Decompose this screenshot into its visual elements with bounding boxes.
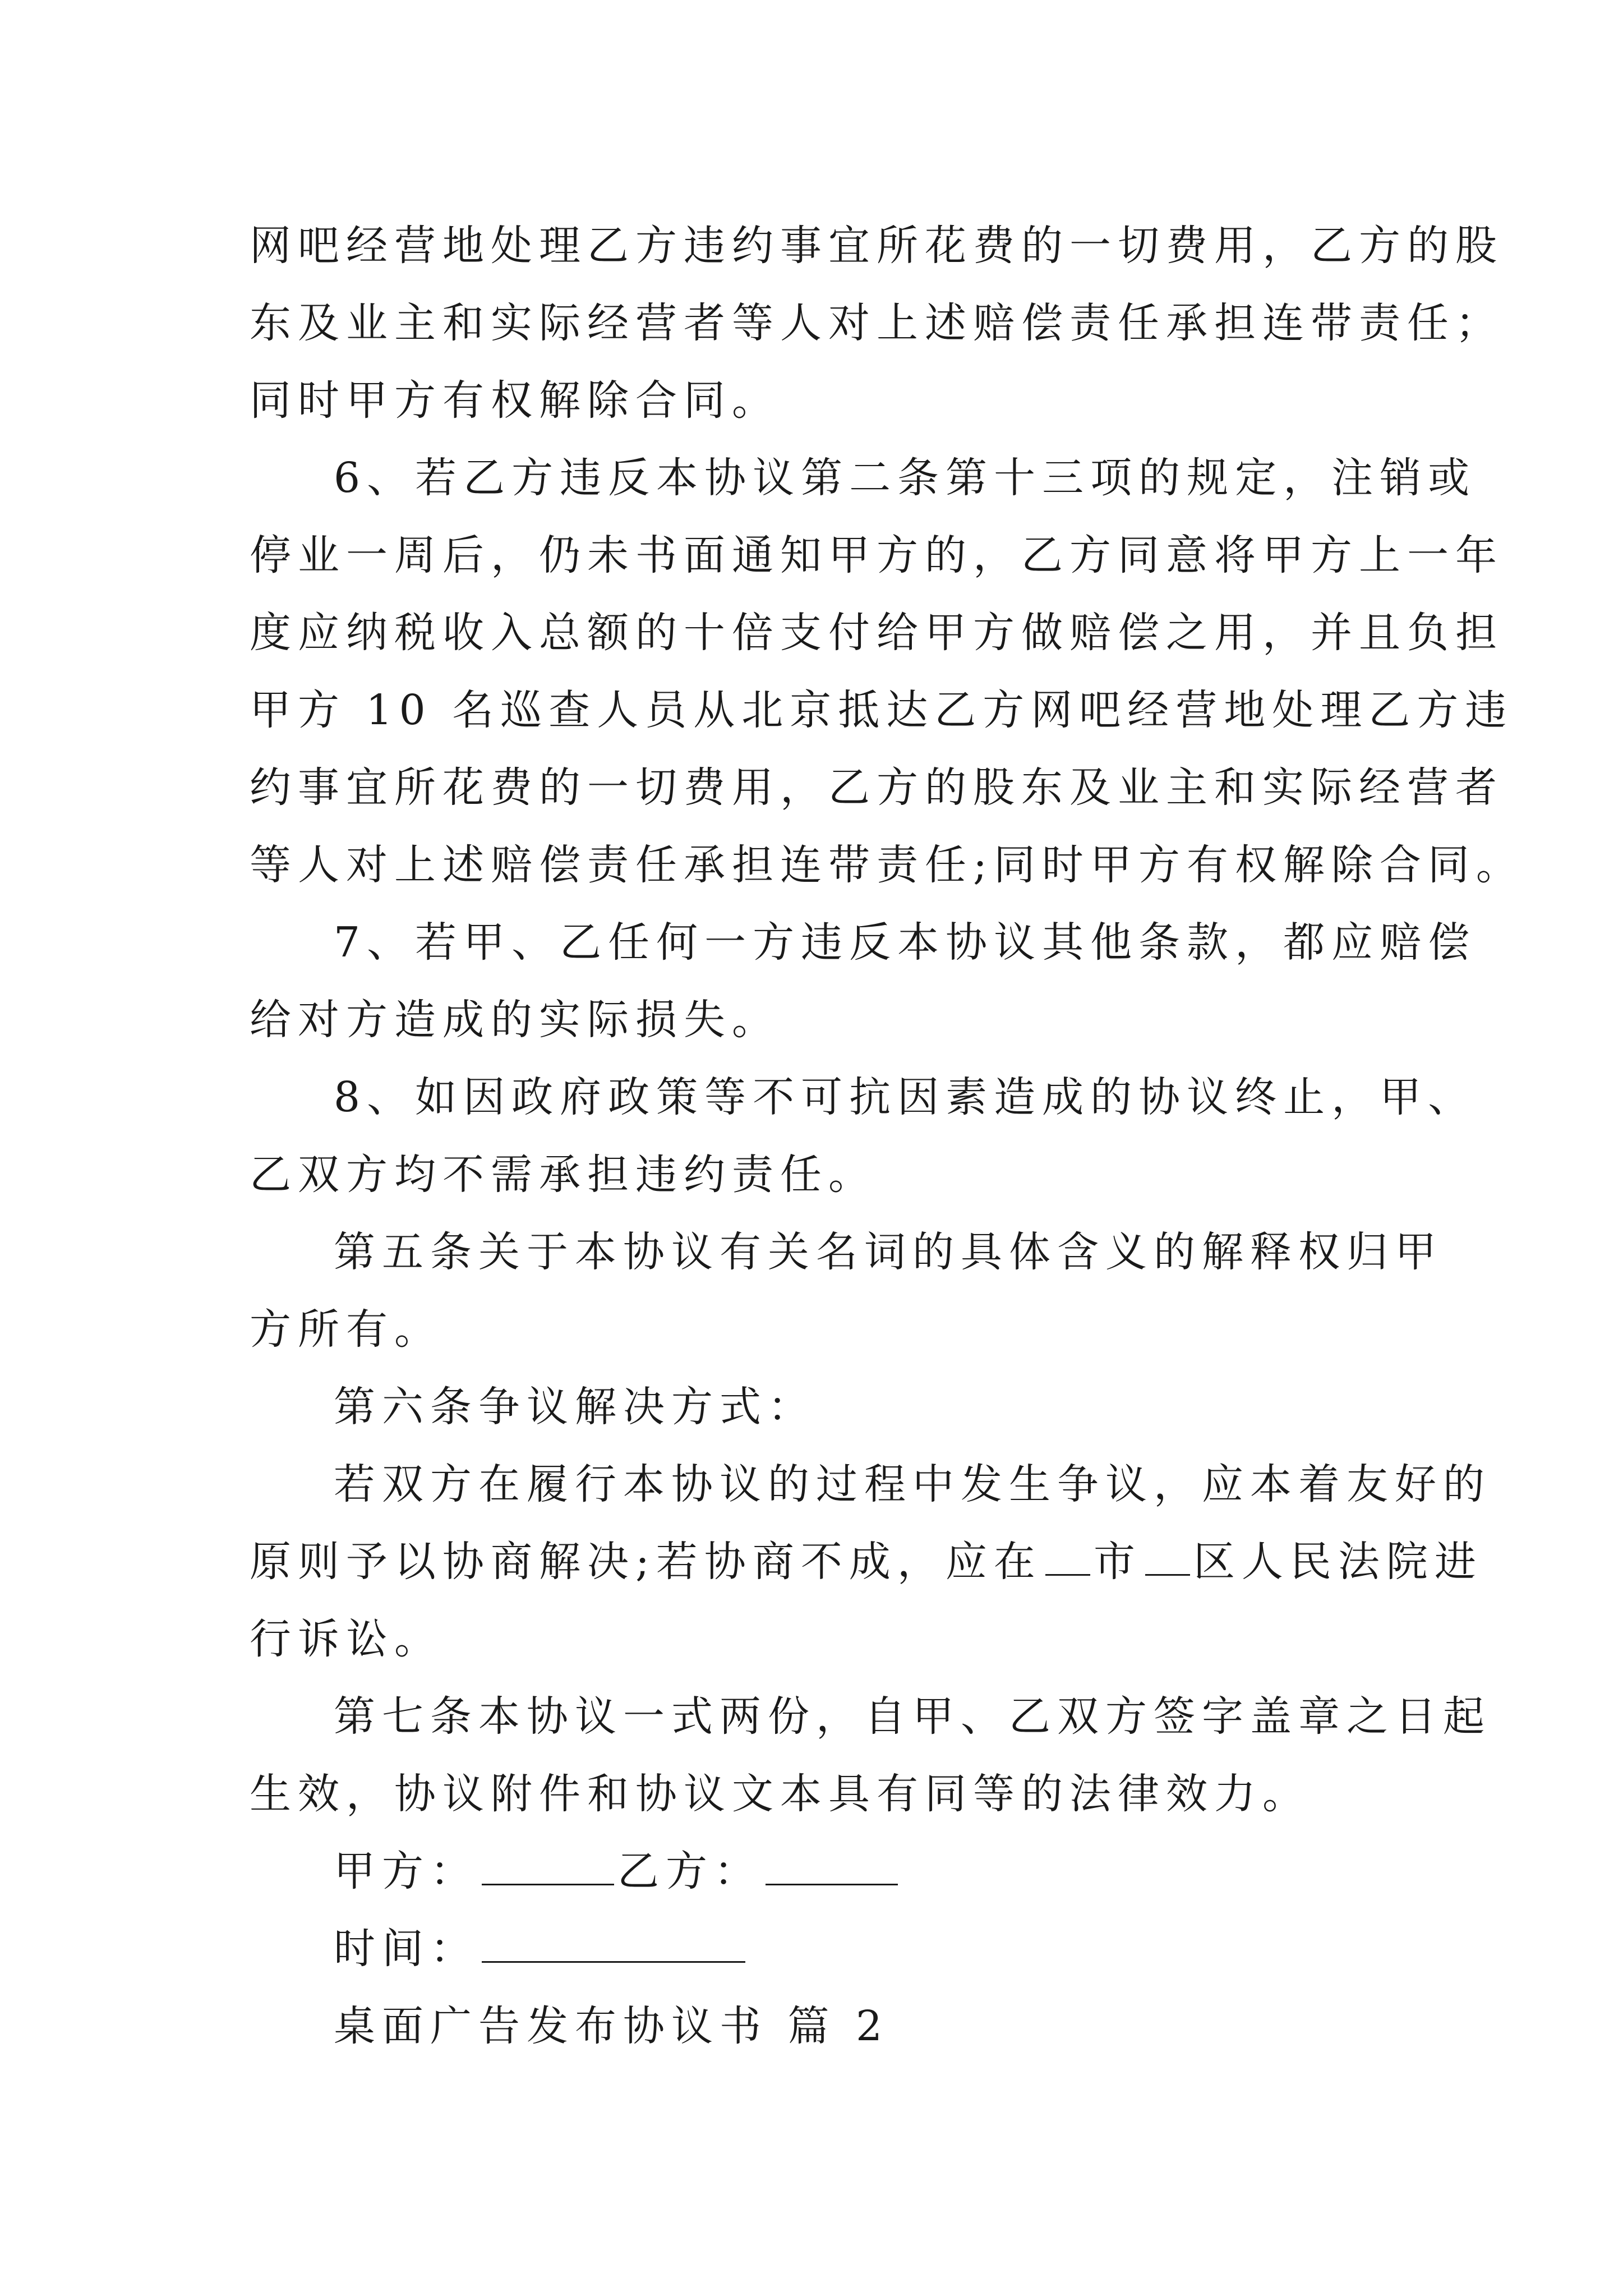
text-line: 等人对上述赔偿责任承担连带责任;同时甲方有权解除合同。 bbox=[250, 841, 1524, 889]
text-line: 生效，协议附件和协议文本具有同等的法律效力。 bbox=[250, 1770, 1311, 1818]
text-line: 甲方 10 名巡查人员从北京抵达乙方网吧经营地处理乙方违 bbox=[250, 686, 1514, 734]
party-a-label: 甲方： bbox=[334, 1847, 478, 1895]
text-line: 8、如因政府政策等不可抗因素造成的协议终止，甲、 bbox=[334, 1073, 1477, 1121]
text-line: 网吧经营地处理乙方违约事宜所花费的一切费用，乙方的股 bbox=[250, 222, 1504, 270]
court-line bbox=[250, 1534, 1483, 1590]
party-b-blank bbox=[766, 1843, 898, 1885]
text-line: 7、若甲、乙任何一方违反本协议其他条款，都应赔偿 bbox=[334, 918, 1477, 967]
time-blank bbox=[482, 1921, 745, 1963]
text-line: 若双方在履行本协议的过程中发生争议，应本着友好的 bbox=[334, 1460, 1491, 1508]
text-line: 给对方造成的实际损失。 bbox=[250, 996, 780, 1044]
city-blank bbox=[1045, 1534, 1090, 1576]
text-line: 同时甲方有权解除合同。 bbox=[250, 376, 780, 425]
text-line: 第七条本协议一式两份，自甲、乙双方签字盖章之日起 bbox=[334, 1692, 1491, 1741]
text-line: 第五条关于本协议有关名词的具体含义的解释权归甲 bbox=[334, 1228, 1443, 1276]
text-line: 乙双方均不需承担违约责任。 bbox=[250, 1151, 877, 1199]
text-line: 约事宜所花费的一切费用，乙方的股东及业主和实际经营者 bbox=[250, 763, 1504, 812]
text-line: 行诉讼。 bbox=[250, 1615, 442, 1663]
text-line: 度应纳税收入总额的十倍支付给甲方做赔偿之用，并且负担 bbox=[250, 609, 1504, 657]
court-line-after: 区人民法院进 bbox=[1193, 1538, 1483, 1586]
time-line bbox=[334, 1921, 749, 1977]
text-line: 停业一周后，仍未书面通知甲方的，乙方同意将甲方上一年 bbox=[250, 531, 1504, 579]
text-line: 方所有。 bbox=[250, 1305, 442, 1354]
time-label: 时间： bbox=[334, 1925, 478, 1973]
signature-line bbox=[334, 1843, 901, 1899]
party-b-label: 乙方： bbox=[617, 1847, 762, 1895]
court-line-before: 原则予以协商解决;若协商不成，应在 bbox=[250, 1538, 1042, 1586]
section-heading: 第六条争议解决方式： bbox=[334, 1383, 816, 1431]
text-line: 东及业主和实际经营者等人对上述赔偿责任承担连带责任； bbox=[250, 299, 1504, 347]
court-line-mid: 市 bbox=[1093, 1538, 1142, 1586]
district-blank bbox=[1145, 1534, 1190, 1576]
text-line: 6、若乙方违反本协议第二条第十三项的规定，注销或 bbox=[334, 454, 1477, 502]
party-a-blank bbox=[482, 1843, 614, 1885]
document-page bbox=[250, 0, 1524, 2296]
next-section-heading: 桌面广告发布协议书 篇 2 bbox=[334, 2002, 889, 2050]
